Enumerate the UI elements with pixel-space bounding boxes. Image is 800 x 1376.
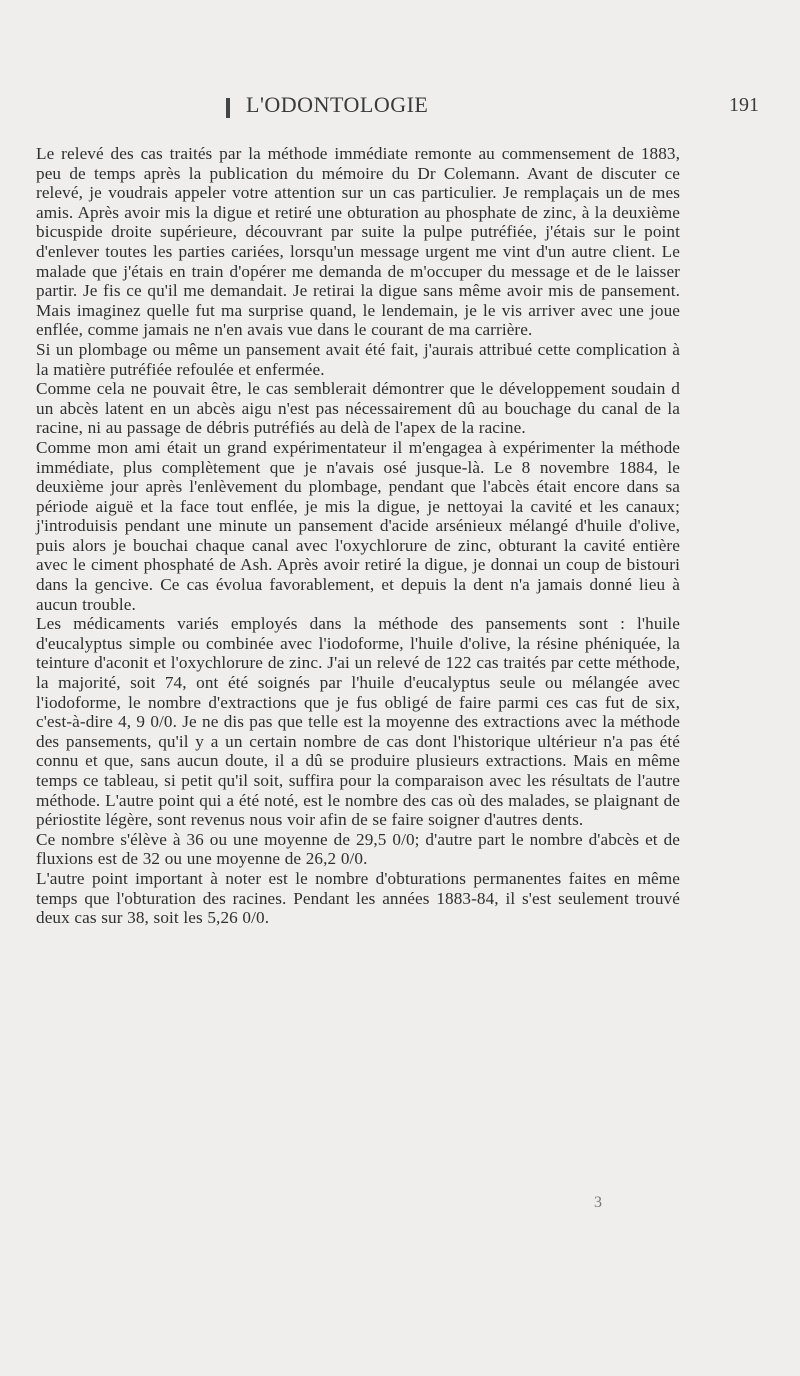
paragraph: L'autre point important à noter est le nombre d'obturations permanentes faites en même temps que l'obturation des racines. Pendant les années 1883-84, il s'est seulement trouvé deux cas sur 38, soit les 5,26 0/0. bbox=[36, 868, 680, 928]
journal-title: L'ODONTOLOGIE bbox=[246, 92, 429, 117]
paragraph: Le relevé des cas traités par la méthode immédiate remonte au commensement de 1883, peu de temps après la publication du mémoire du Dr Colemann. Avant de discuter ce relevé, je voudrais appeler votre attention sur un cas particulier. Je remplaçais un de mes amis. Après avoir mis la digue et retiré une obturation au phosphate de zinc, à la deuxième bicuspide droite supérieure, découvrant par suite la pulpe putréfiée, j'étais sur le point d'enlever toutes les parties cariées, lorsqu'un message urgent me vint d'un autre client. Le malade que j'étais en train d'opérer me demanda de m'occuper du message et de le laisser partir. Je fis ce qu'il me demandait. Je retirai la digue sans même avoir mis de pansement. Mais imaginez quelle fut ma surprise quand, le lendemain, je le vis arriver avec une joue enflée, comme jamais ne n'en avais vue dans le courant de ma carrière. bbox=[36, 144, 680, 340]
header-ornament bbox=[226, 98, 230, 118]
body-text bbox=[36, 144, 680, 928]
paragraph: Comme mon ami était un grand expérimentateur il m'engagea à expérimenter la méthode immédiate, plus complètement que je n'avais osé jusque-là. Le 8 novembre 1884, le deuxième jour après l'enlèvement du plombage, pendant que l'abcès était encore dans sa période aiguë et la face tout enflée, je mis la digue, je nettoyai la cavité et les canaux; j'introduisis pendant une minute un pansement d'acide arsénieux mélangé d'huile d'olive, puis alors je bouchai chaque canal avec l'oxychlorure de zinc, obturant la cavité entière avec le ciment phosphaté de Ash. Après avoir retiré la digue, je donnai un coup de bistouri dans la gencive. Ce cas évolua favorablement, et depuis la dent n'a jamais donné lieu à aucun trouble. bbox=[36, 437, 680, 614]
paragraph: Si un plombage ou même un pansement avait été fait, j'aurais attribué cette complication à la matière putréfiée refoulée et enfermée. bbox=[36, 339, 680, 379]
paragraph: Les médicaments variés employés dans la méthode des pansements sont : l'huile d'eucalyptus simple ou combinée avec l'iodoforme, l'huile d'olive, la résine phéniquée, la teinture d'aconit et l'oxychlorure de zinc. J'ai un relevé de 122 cas traités par cette méthode, la majorité, soit 74, ont été soignés par l'huile d'eucalyptus seule ou mélangée avec l'iodoforme, le nombre d'extractions que je fus obligé de faire parmi ces cas fut de six, c'est-à-dire 4, 9 0/0. Je ne dis pas que telle est la moyenne des extractions avec la méthode des pansements, qu'il y a un certain nombre de cas dont l'historique ultérieur n'a pas été connu et que, sans aucun doute, il a dû se produire plusieurs extractions. Mais en même temps ce tableau, si petit qu'il soit, suffira pour la comparaison avec les résultats de l'autre méthode. L'autre point qui a été noté, est le nombre des cas où des malades, se plaignant de périostite légère, sont revenus nous voir afin de se faire soigner d'autres dents. bbox=[36, 614, 680, 830]
page-number: 191 bbox=[729, 94, 759, 116]
signature-mark: 3 bbox=[594, 1194, 602, 1211]
paragraph: Comme cela ne pouvait être, le cas semblerait démontrer que le développement soudain d un abcès latent en un abcès aigu n'est pas nécessairement dû au bouchage du canal de la racine, ni au passage de débris putréfiés au delà de l'apex de la racine. bbox=[36, 379, 680, 438]
paragraph: Ce nombre s'élève à 36 ou une moyenne de 29,5 0/0; d'autre part le nombre d'abcès et de fluxions est de 32 ou une moyenne de 26,2 0/0. bbox=[36, 829, 680, 869]
running-header bbox=[36, 92, 761, 126]
